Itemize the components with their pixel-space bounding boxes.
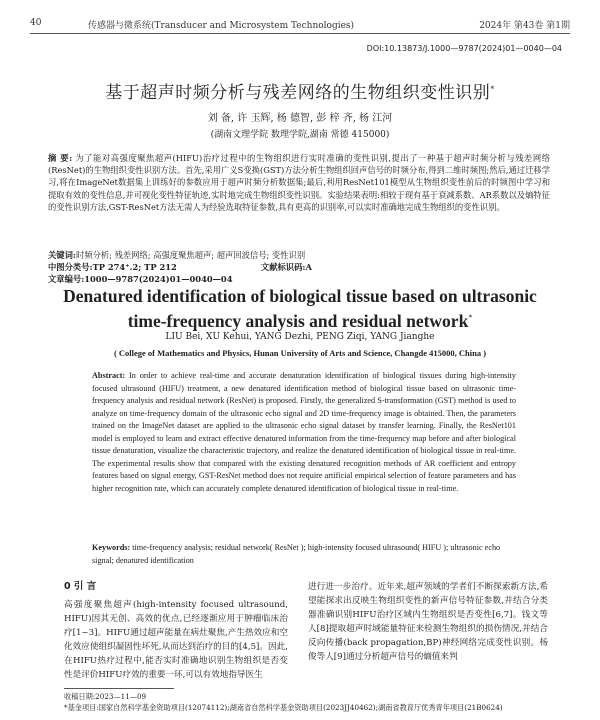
english-affiliation: ( College of Mathematics and Physics, Hunan University of Arts and Science, Changde 415000, China ) <box>113 348 487 358</box>
english-keywords: Keywords: time-frequency analysis; residual network( ResNet ); high-intensity focused ultrasound( HIFU ); ultrasonic echo signal; denatured identification <box>92 543 501 565</box>
journal-name: 传感器与微系统(Transducer and Microsystem Technologies) <box>88 21 355 31</box>
running-header <box>30 18 570 32</box>
section-heading: 0 引 言 <box>64 581 97 592</box>
chinese-abstract <box>48 152 550 213</box>
page-number: 40 <box>30 18 42 28</box>
header-rule <box>30 33 570 34</box>
fund-info: *基金项目:国家自然科学基金资助项目(12074112);湖南省自然科学基金资助项目(2023JJ40462);湖南省教育厅优秀青年项目(21B0624) <box>64 702 503 712</box>
english-title: Denatured identification of biological tissue based on ultrasonic time-frequency analysis and residual network* <box>63 286 537 331</box>
english-authors: LIU Bei, XU Kehui, YANG Dezhi, PENG Ziqi, YANG Jianghe <box>165 332 435 342</box>
body-left-column <box>64 580 288 682</box>
chinese-authors: 刘 备, 许 玉辉, 杨 德智, 彭 梓 齐, 杨 江河 <box>207 113 393 124</box>
left-paragraph: 高强度聚焦超声(high-intensity focused ultrasound, HIFU)因其无创、高效的优点,已经逐渐应用于肿瘤临床治疗[1~3]。HIFU通过超声能量在病灶聚焦,产生热效应和空化效应使组织凝固性坏死,从而达到治疗的目的[4,5]。因此,在HIFU热疗过程中,能否实时准确地识别生物组织是否变性是评价HIFU疗效的重要一环,可以有效地指导医生 <box>64 600 288 680</box>
issue-info: 2024年 第43卷 第1期 <box>479 21 570 31</box>
doi: DOI:10.13873/J.1000—9787(2024)01—0040—04 <box>366 44 562 53</box>
english-abstract: Abstract: In order to achieve real-time and accurate denaturation identification of biological tissues during high-intensity focused ultrasound (HIFU) treatment, a new denatured identification method of biological tissue based on ultrasonic time-frequency analysis and residual network (ResNet) is proposed. Firstly, the generalized S-transformation (GST) method is used to analyze on time-frequency domain of the ultrasonic echo signal and 2D time-frequency image is obtained. Then, the parameters trained on the ImageNet dataset are applied to the ultrasonic echo signal dataset by transfer learning. Finally, the ResNet101 model is employed to learn and extract effective denatured information from the time-frequency map before and after biological tissue denaturation, visualize the characteristic trajectory, and realize the denatured identification of biological tissue in real-time. The experimental results show that compared with the existing denatured recognition methods of AR coefficient and entropy features based on signal energy, GST-ResNet method does not require artificial empirical selection of feature parameters and has higher recognition rate, which can accurately complete denatured identification of biological tissue in real-time. <box>92 371 517 493</box>
footnotes <box>64 692 548 713</box>
chinese-title: 基于超声时频分析与残差网络的生物组织变性识别* <box>105 83 495 103</box>
body-right-column <box>308 580 548 664</box>
chinese-keywords: 关键词:时频分析; 残差网络; 高强度聚焦超声; 超声回波信号; 变性识别 <box>48 250 306 260</box>
abstract-label: 摘 要: <box>48 153 73 163</box>
abstract-text: 为了能对高强度聚焦超声(HIFU)治疗过程中的生物组织进行实时准确的变性识别,提出了一种基于超声时频分析与残差网络(ResNet)的生物组织变性识别方法。首先,采用广义S变换(GST)方法分析生物组织回声信号的时频分布,得到二维时频图;然后,通过迁移学习,将在ImageNet数据集上训练好的参数应用于超声时频分析数据集;最后,利用ResNet101模型从生物组织变性前后的时频图中学习和提取有效的变性信息,并可视化变性特征轨迹,实时地完成生物组织变性识别。实验结果表明:相较于现有基于衰减系数、AR系数以及熵特征的变性识别方法,GST-ResNet方法无需人为经验选取特征参数,具有更高的识别率,可以实时准确地完成生物组织的变性识别。 <box>48 153 551 212</box>
received-date: 收稿日期:2023—11—09 <box>64 692 147 701</box>
title-footnote-mark: * <box>490 84 495 94</box>
chinese-affiliation: (湖南文理学院 数理学院,湖南 常德 415000) <box>210 130 390 140</box>
right-paragraph: 进行进一步治疗。近年来,超声领域的学者们不断探索新方法,希望能探求出反映生物组织变性的新声信号特征参数,并结合分类器准确识别HIFU治疗区域内生物组织是否变性[6,7]。钱文等人[8]提取超声时域能量特征来检测生物组织的损伤情况,并结合反向传播(back propagation,BP)神经网络完成变性识别。杨俊等人[9]通过分析超声信号的熵值来判 <box>308 582 548 662</box>
footnote-rule <box>64 688 174 689</box>
classification-line: 中图分类号:TP 274⁺.2; TP 212 文献标识码:A 文章编号:1000—9787(2024)01—0040—04 <box>48 262 312 284</box>
